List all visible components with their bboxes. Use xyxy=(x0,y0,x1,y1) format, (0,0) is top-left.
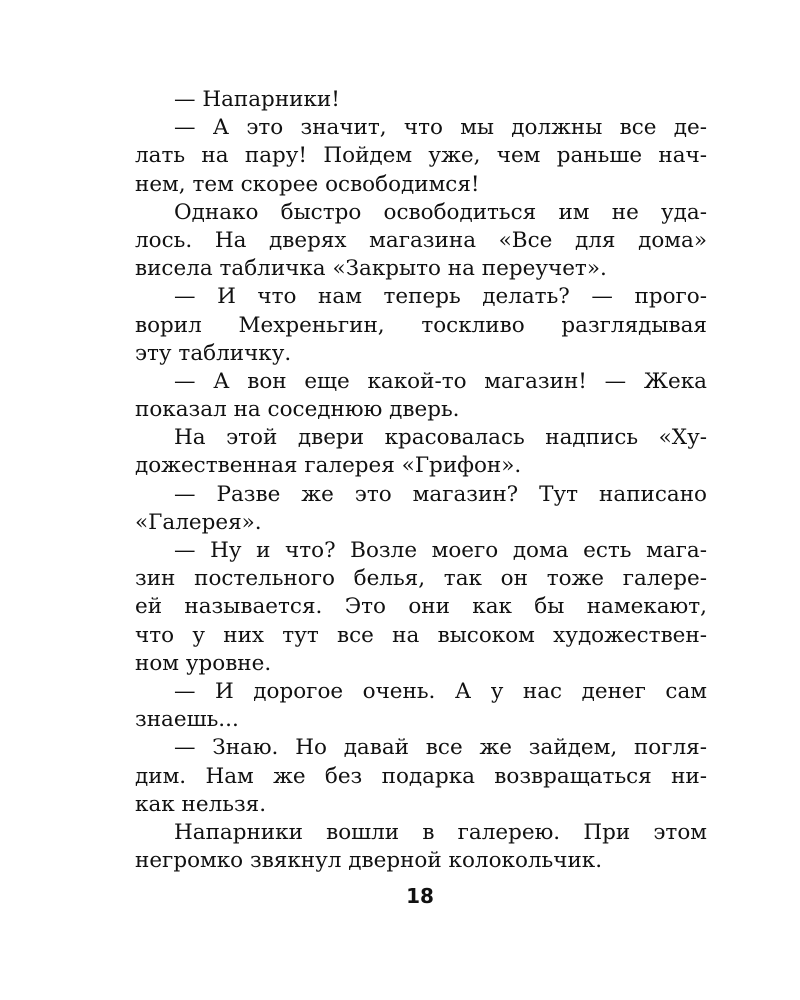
text-line: ей называется. Это они как бы намекают, xyxy=(135,594,707,620)
book-page-text xyxy=(135,86,707,875)
text-line: — Знаю. Но давай все же зайдем, погля- xyxy=(174,735,707,761)
text-line: что у них тут все на высоком художествен- xyxy=(135,622,707,648)
text-line: — Разве же это магазин? Тут написано xyxy=(174,481,707,507)
text-line: дим. Нам же без подарка возвращаться ни- xyxy=(135,763,707,789)
text-line: ворил Мехреньгин, тоскливо разглядывая xyxy=(135,312,707,338)
text-line: — А это значит, что мы должны все де- xyxy=(174,115,707,141)
text-line: — А вон еще какой-то магазин! — Жека xyxy=(174,368,707,394)
page-number: 18 xyxy=(406,884,434,908)
text-line: «Галерея». xyxy=(135,509,262,535)
text-line: — Напарники! xyxy=(174,87,340,112)
text-line: висела табличка «Закрыто на переучет». xyxy=(135,256,607,282)
text-line: Однако быстро освободиться им не уда- xyxy=(174,199,707,225)
text-line: негромко звякнул дверной колокольчик. xyxy=(135,848,603,874)
text-line: нем, тем скорее освободимся! xyxy=(135,171,480,197)
text-line: зин постельного белья, так он тоже галере- xyxy=(135,566,707,592)
text-line: На этой двери красовалась надпись «Ху- xyxy=(174,425,707,451)
text-line: показал на соседнюю дверь. xyxy=(135,397,460,423)
text-line: ном уровне. xyxy=(135,650,272,676)
text-line: знаешь... xyxy=(135,707,239,733)
text-line: — И что нам теперь делать? — прого- xyxy=(174,284,707,310)
text-line: Напарники вошли в галерею. При этом xyxy=(174,819,707,845)
text-line: — Ну и что? Возле моего дома есть мага- xyxy=(174,538,707,563)
text-line: — И дорогое очень. А у нас денег сам xyxy=(174,678,707,704)
text-line: как нельзя. xyxy=(135,791,267,817)
text-line: эту табличку. xyxy=(135,340,292,366)
text-line: лать на пару! Пойдем уже, чем раньше нач- xyxy=(135,143,707,169)
text-line: дожественная галерея «Грифон». xyxy=(135,453,522,479)
text-line: лось. На дверях магазина «Все для дома» xyxy=(135,227,707,253)
